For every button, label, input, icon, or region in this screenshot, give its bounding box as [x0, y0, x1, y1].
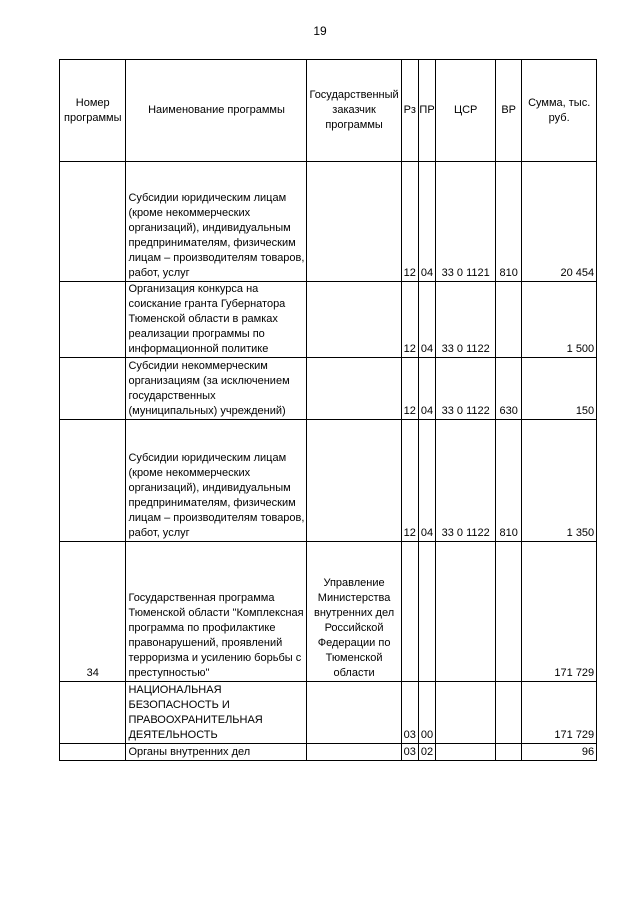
row-rz: 12 [401, 420, 418, 542]
header-csr: ЦСР [436, 60, 496, 162]
row-rz: 12 [401, 162, 418, 282]
row-pr: 04 [418, 358, 435, 420]
header-pr: ПР [418, 60, 435, 162]
row-sum: 1 350 [522, 420, 597, 542]
row-num [60, 420, 126, 542]
row-pr: 00 [418, 682, 435, 744]
table-row [60, 744, 597, 761]
table-row [60, 282, 597, 358]
row-name: Субсидии юридическим лицам (кроме некоммерческих организаций), индивидуальным предпринимателям, физическим лицам – производителям товаров, работ, услуг [126, 420, 307, 542]
row-name: Субсидии юридическим лицам (кроме некоммерческих организаций), индивидуальным предпринимателям, физическим лицам – производителям товаров, работ, услуг [126, 162, 307, 282]
row-sum: 96 [522, 744, 597, 761]
row-csr: 33 0 1122 [436, 420, 496, 542]
row-sum: 20 454 [522, 162, 597, 282]
row-rz: 03 [401, 744, 418, 761]
row-name: Органы внутренних дел [126, 744, 307, 761]
row-rz: 12 [401, 358, 418, 420]
row-num [60, 682, 126, 744]
row-rz [401, 542, 418, 682]
row-num [60, 162, 126, 282]
table-row [60, 162, 597, 282]
row-num [60, 358, 126, 420]
row-pr: 02 [418, 744, 435, 761]
row-num [60, 282, 126, 358]
table-row [60, 682, 597, 744]
row-num [60, 744, 126, 761]
row-rz: 12 [401, 282, 418, 358]
row-sum: 171 729 [522, 682, 597, 744]
row-customer [307, 162, 401, 282]
row-customer [307, 282, 401, 358]
row-pr: 04 [418, 420, 435, 542]
row-customer [307, 744, 401, 761]
table-row [60, 542, 597, 682]
row-csr [436, 682, 496, 744]
row-sum: 150 [522, 358, 597, 420]
row-name: Субсидии некоммерческим организациям (за исключением государственных (муниципальных) учреждений) [126, 358, 307, 420]
row-rz: 03 [401, 682, 418, 744]
header-rz: Рз [401, 60, 418, 162]
row-csr: 33 0 1121 [436, 162, 496, 282]
row-vr [496, 282, 522, 358]
row-pr: 04 [418, 282, 435, 358]
row-vr: 810 [496, 420, 522, 542]
row-sum: 1 500 [522, 282, 597, 358]
table-header-row [60, 60, 597, 162]
row-customer [307, 420, 401, 542]
header-name: Наименование программы [126, 60, 307, 162]
row-customer [307, 682, 401, 744]
row-pr [418, 542, 435, 682]
row-num: 34 [60, 542, 126, 682]
header-vr: ВР [496, 60, 522, 162]
row-name: Государственная программа Тюменской области "Комплексная программа по профилактике правонарушений, проявлений терроризма и усилению борьбы с преступностью" [126, 542, 307, 682]
table-row [60, 358, 597, 420]
row-csr: 33 0 1122 [436, 358, 496, 420]
row-name: НАЦИОНАЛЬНАЯ БЕЗОПАСНОСТЬ И ПРАВООХРАНИТЕЛЬНАЯ ДЕЯТЕЛЬНОСТЬ [126, 682, 307, 744]
row-vr: 810 [496, 162, 522, 282]
row-vr [496, 744, 522, 761]
row-pr: 04 [418, 162, 435, 282]
row-vr [496, 542, 522, 682]
header-num: Номер программы [60, 60, 126, 162]
row-sum: 171 729 [522, 542, 597, 682]
header-sum: Сумма, тыс. руб. [522, 60, 597, 162]
header-customer: Государственный заказчик программы [307, 60, 401, 162]
row-customer: Управление Министерства внутренних дел Российской Федерации по Тюменской области [307, 542, 401, 682]
table-row [60, 420, 597, 542]
row-name: Организация конкурса на соискание гранта Губернатора Тюменской области в рамках реализации программы по информационной политике [126, 282, 307, 358]
budget-table [59, 59, 597, 761]
row-vr [496, 682, 522, 744]
page-number: 19 [313, 24, 327, 38]
row-csr [436, 744, 496, 761]
row-customer [307, 358, 401, 420]
row-csr: 33 0 1122 [436, 282, 496, 358]
row-csr [436, 542, 496, 682]
row-vr: 630 [496, 358, 522, 420]
